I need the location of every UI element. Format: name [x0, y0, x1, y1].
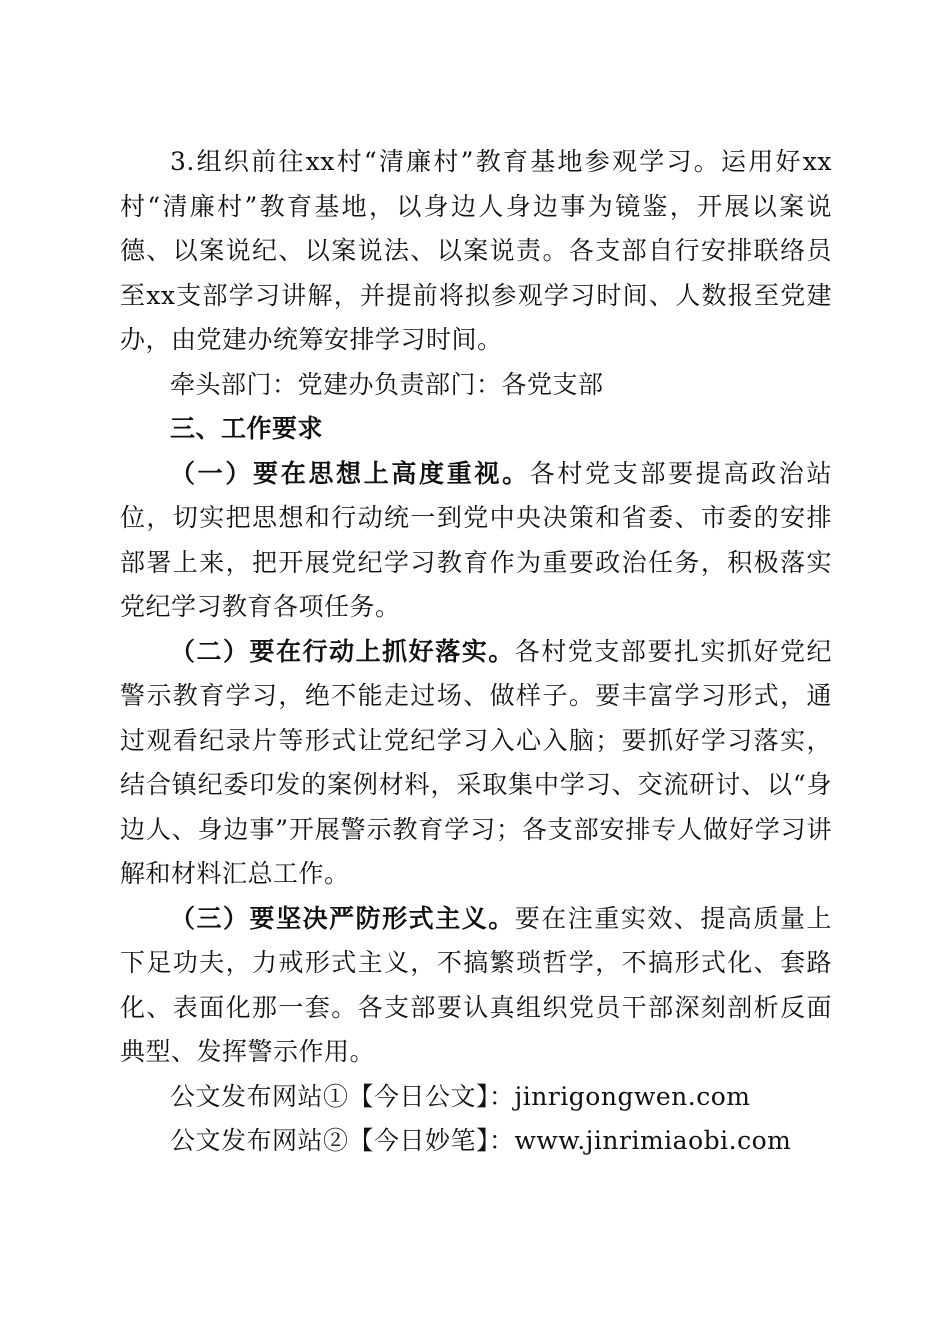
requirement-item-3-body: 要在注重实效、提高质量上下足功夫，力戒形式主义，不搞繁琐哲学，不搞形式化、套路化、表面化那一套。各支部要认真组织党员干部深刻剖析反面典型、发挥警示作用。	[120, 903, 832, 1066]
section-heading-work-requirements: 三、工作要求	[170, 414, 324, 443]
document-page	[120, 140, 832, 1164]
requirement-item-1-body: 各村党支部要提高政治站位，切实把思想和行动统一到党中央决策和省委、市委的安排部署上来，把开展党纪学习教育作为重要政治任务，积极落实党纪学习教育各项任务。	[120, 458, 832, 621]
requirement-item-2-lead: （二）要在行动上抓好落实。	[170, 636, 515, 666]
requirement-item-2	[120, 630, 832, 897]
requirement-item-3	[120, 897, 832, 1075]
publish-site-2: 公文发布网站②【今日妙笔】：www.jinrimiaobi.com	[170, 1126, 792, 1155]
requirement-item-1	[120, 452, 832, 630]
requirement-item-3-lead: （三）要坚决严防形式主义。	[170, 903, 515, 933]
requirement-item-1-lead: （一）要在思想上高度重视。	[170, 458, 530, 488]
paragraph-visit-study: 3.组织前往xx村“清廉村”教育基地参观学习。运用好xx村“清廉村”教育基地，以身边人身边事为镜鉴，开展以案说德、以案说纪、以案说法、以案说责。各支部自行安排联络员至xx支部学习讲解，并提前将拟参观学习时间、人数报至党建办，由党建办统筹安排学习时间。	[120, 147, 832, 354]
paragraph-departments: 牵头部门：党建办负责部门：各党支部	[170, 369, 604, 399]
publish-site-1: 公文发布网站①【今日公文】：jinrigongwen.com	[170, 1081, 751, 1111]
requirement-item-2-body: 各村党支部要扎实抓好党纪警示教育学习，绝不能走过场、做样子。要丰富学习形式，通过观看纪录片等形式让党纪学习入心入脑；要抓好学习落实，结合镇纪委印发的案例材料，采取集中学习、交流研讨、以“身边人、身边事”开展警示教育学习；各支部安排专人做好学习讲解和材料汇总工作。	[120, 636, 832, 888]
